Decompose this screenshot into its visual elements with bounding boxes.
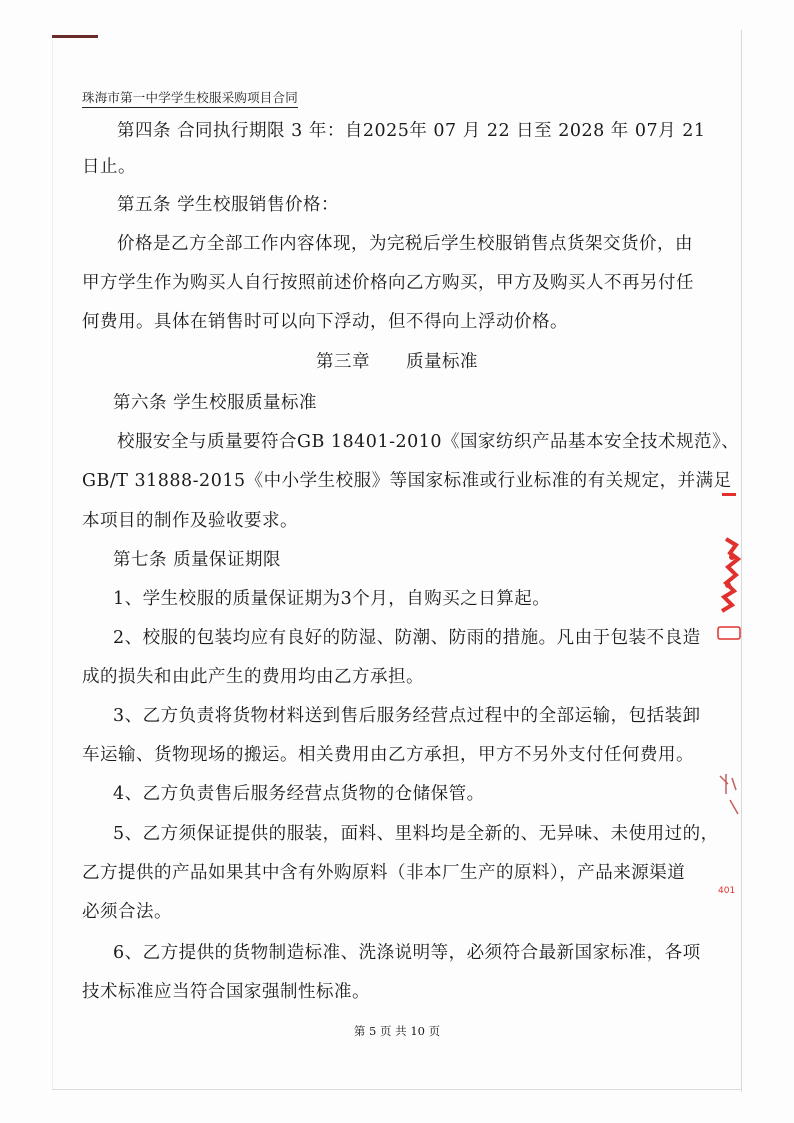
text-line: 成的损失和由此产生的费用均由乙方承担。 [82,667,424,687]
text-line: 必须合法。 [82,902,172,922]
text-line: 乙方提供的产品如果其中含有外购原料（非本厂生产的原料），产品来源渠道 [82,863,686,883]
text-line: 5、乙方须保证提供的服装，面料、里料均是全新的、无异味、未使用过的， [113,824,719,844]
page-number: 第 5 页 共 10 页 [353,1024,441,1038]
scan-edge-bottom [52,1089,742,1090]
text-line: 车运输、货物现场的搬运。相关费用由乙方承担，甲方不另外支付任何费用。 [82,745,694,765]
text-line: 2、校服的包装均应有良好的防湿、防潮、防雨的措施。凡由于包装不良造 [113,628,701,648]
scan-edge-left [52,40,53,1090]
text-line: 日止。 [82,157,136,177]
text-line: 校服安全与质量要符合GB 18401-2010《国家纺织产品基本安全技术规范》、 [117,432,740,452]
article-heading: 第五条 学生校服销售价格： [117,195,340,215]
signature-fragment [716,770,742,830]
text-line: 何费用。具体在销售时可以向下浮动，但不得向上浮动价格。 [82,312,568,332]
text-line: 甲方学生作为购买人自行按照前述价格向乙方购买，甲方及购买人不再另付任 [82,273,694,293]
seal-text-fragment [716,625,742,641]
text-line: 1、学生校服的质量保证期为3个月，自购买之日算起。 [113,589,551,609]
document-header-title: 珠海市第一中学学生校服采购项目合同 [82,88,298,108]
seal-fragment [716,535,742,615]
seal-fragment [716,492,742,498]
article-heading: 第六条 学生校服质量标准 [113,393,318,413]
scan-edge-mark [52,35,98,38]
svg-text:401: 401 [718,886,736,896]
chapter-heading: 第三章 质量标准 [316,352,478,372]
text-line: GB/T 31888-2015《中小学生校服》等国家标准或行业标准的有关规定，并满足 [82,471,732,491]
text-line: 第四条 合同执行期限 3 年：自2025年 07 月 22 日至 2028 年 07月 21 [117,121,706,141]
text-line: 3、乙方负责将货物材料送到售后服务经营点过程中的全部运输，包括装卸 [113,706,701,726]
article-heading: 第七条 质量保证期限 [113,550,282,570]
text-line: 4、乙方负责售后服务经营点货物的仓储保管。 [113,784,485,804]
seal-code-fragment [716,880,742,898]
text-line: 本项目的制作及验收要求。 [82,511,298,531]
text-line: 6、乙方提供的货物制造标准、洗涤说明等，必须符合最新国家标准，各项 [113,943,701,963]
text-line: 技术标准应当符合国家强制性标准。 [82,982,370,1002]
text-line: 价格是乙方全部工作内容体现，为完税后学生校服销售点货架交货价，由 [117,234,693,254]
